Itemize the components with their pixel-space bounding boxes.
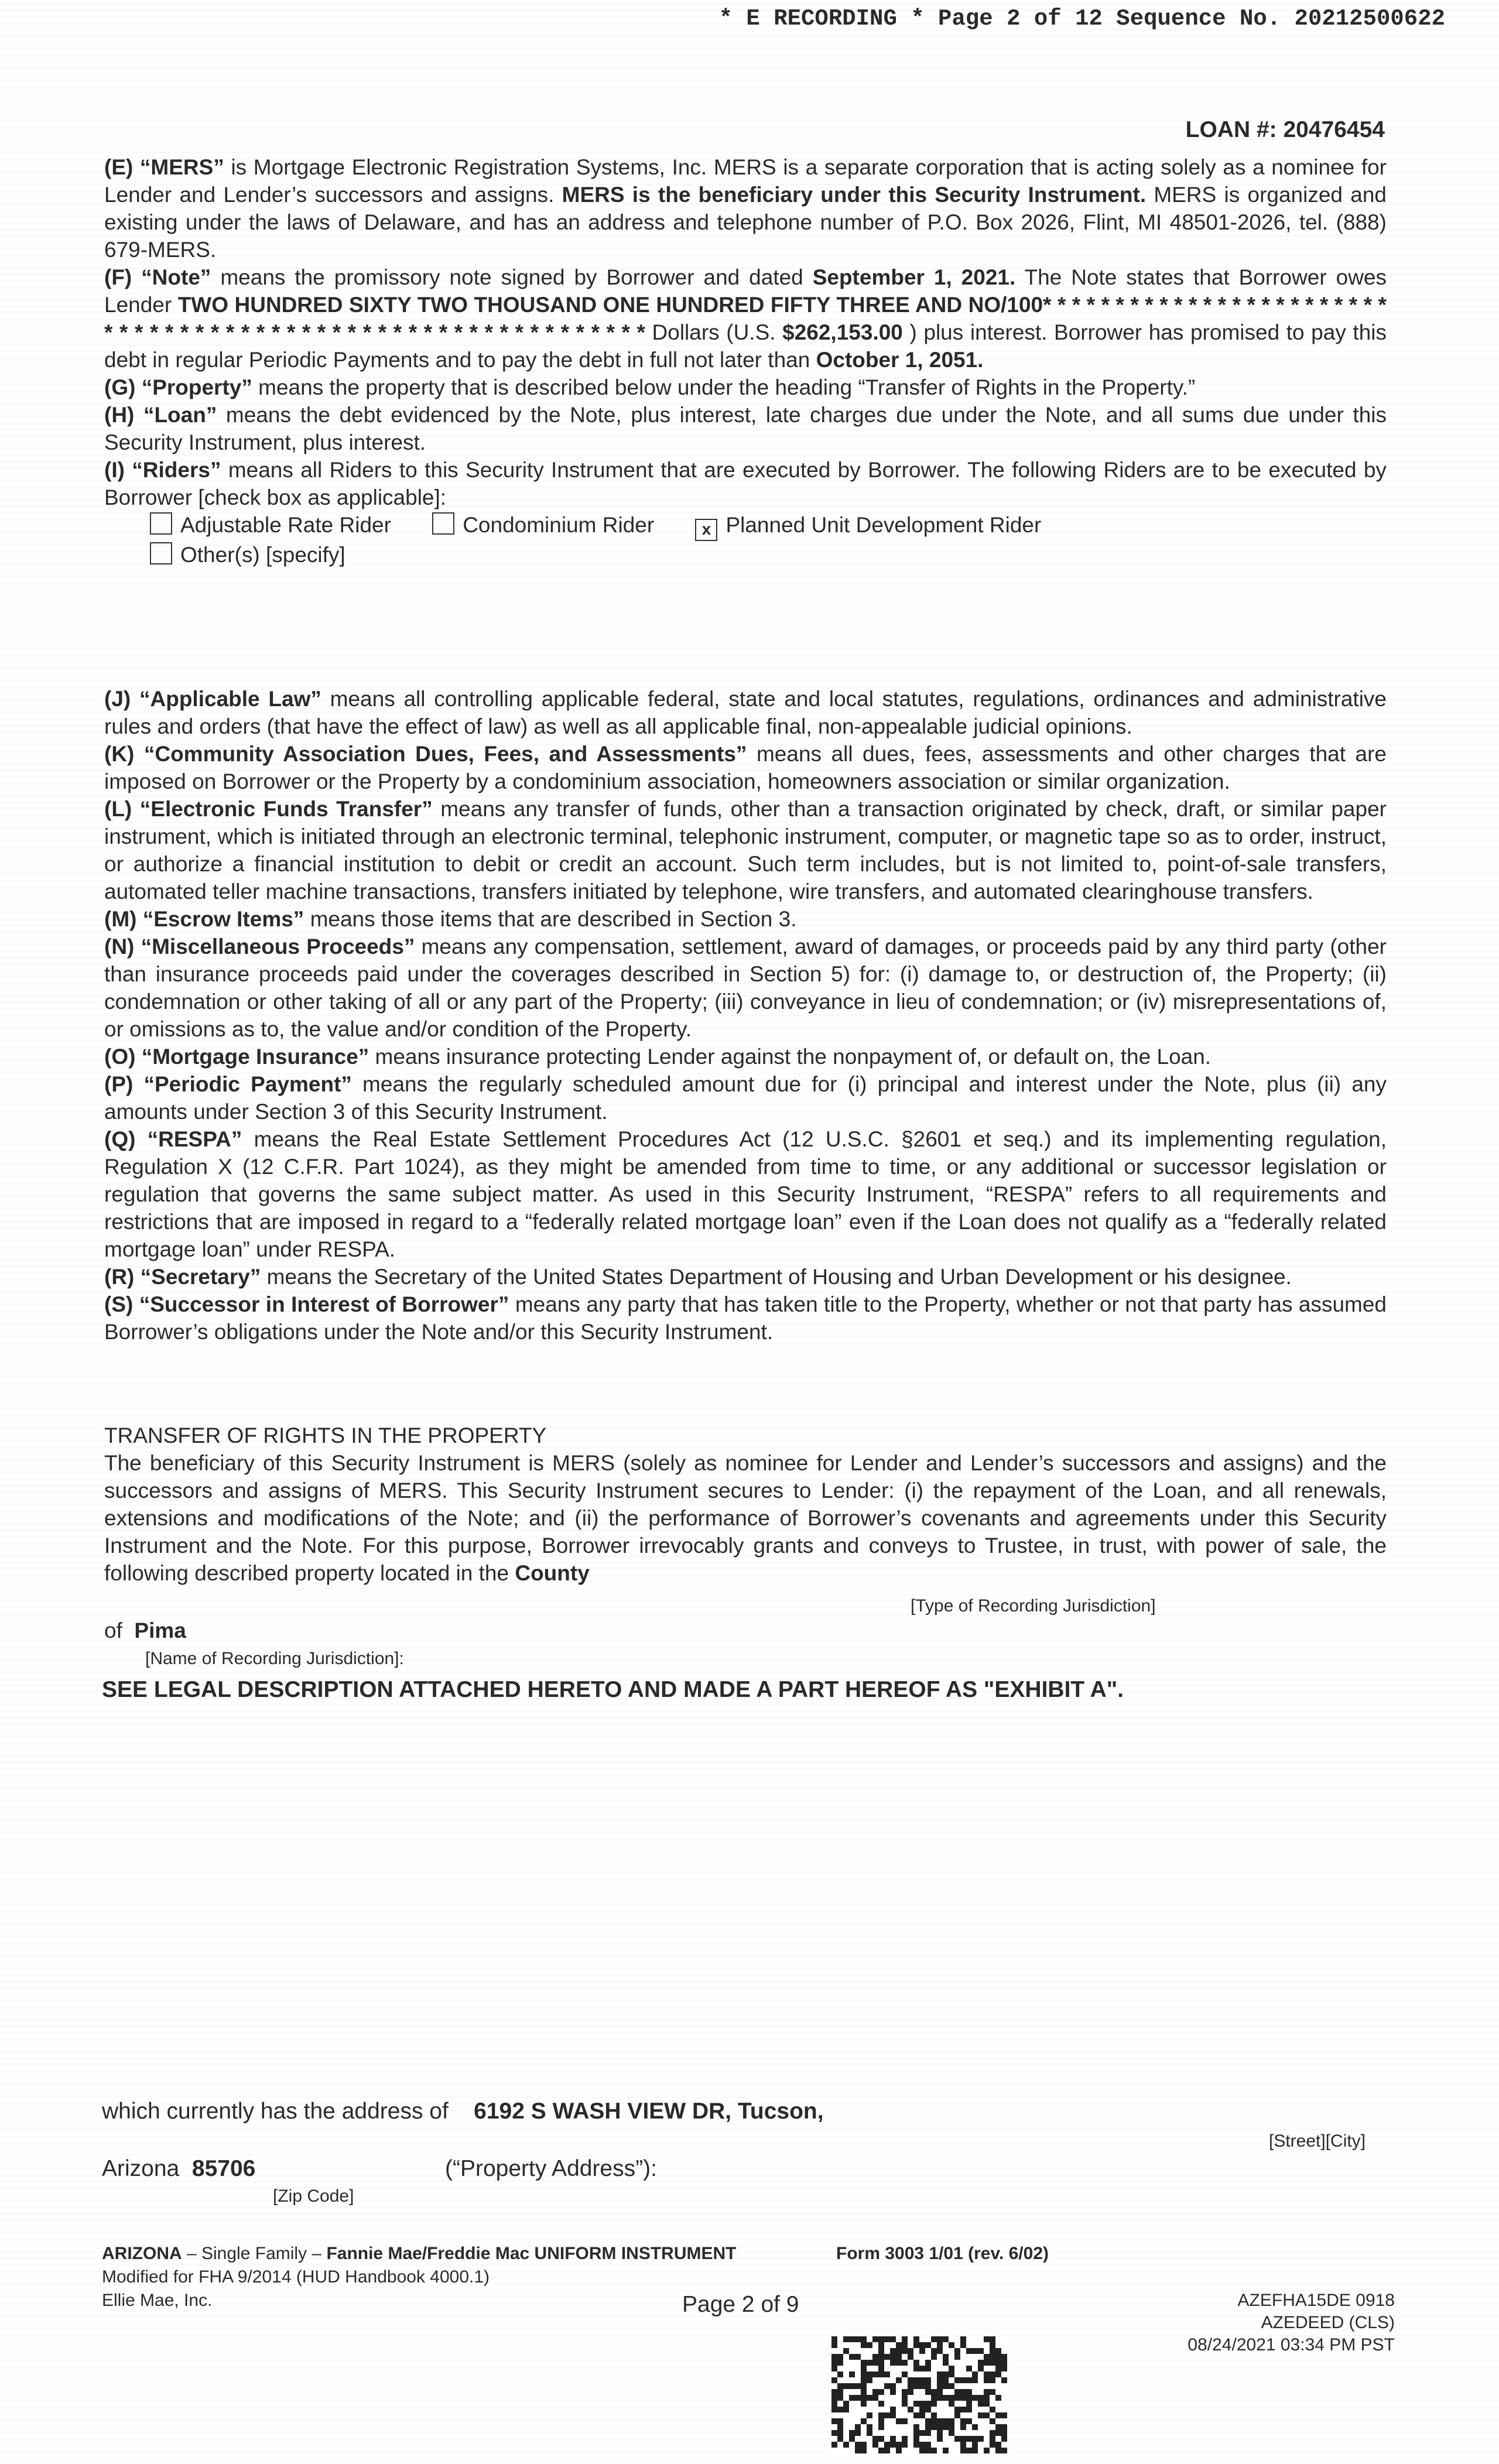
footer-vendor: Ellie Mae, Inc.: [102, 2291, 213, 2310]
zip-code-caption: [Zip Code]: [273, 2186, 354, 2206]
page-number: Page 2 of 9: [682, 2292, 799, 2317]
street-city-caption: [Street][City]: [1269, 2131, 1366, 2151]
barcode-image: [831, 2336, 1007, 2453]
section-k: (K) “Community Association Dues, Fees, and Assessments” means all dues, fees, assessments and other charges that are imposed on Borrower or the Property by a condominium association, homeowners association or similar organization.: [104, 742, 1387, 793]
loan-number: LOAN #: 20476454: [1185, 117, 1385, 142]
state-zip-line: Arizona 85706: [102, 2156, 256, 2181]
rider-checkboxes: [150, 511, 1387, 569]
checkbox-condominium[interactable]: [432, 512, 454, 535]
section-l: (L) “Electronic Funds Transfer” means any transfer of funds, other than a transaction originated by check, draft, or similar paper instrument, which is initiated through an electronic terminal, telephonic instrument, computer, or magnetic tape so as to order, instruct, or authorize a financial institution to debit or credit an account. Such term includes, but is not limited to, point-of-sale transfers, automated teller machine transactions, transfers initiated by telephone, wire transfers, and automated clearinghouse transfers.: [104, 797, 1387, 904]
rider-pud-label: Planned Unit Development Rider: [725, 513, 1042, 537]
rider-adjustable-label: Adjustable Rate Rider: [180, 513, 391, 537]
footer-code-1: AZEFHA15DE 0918: [1237, 2291, 1395, 2310]
rider-condo-label: Condominium Rider: [463, 513, 655, 537]
transfer-text: The beneficiary of this Security Instrument is MERS (solely as nominee for Lender and Lender’s successors and assigns) and the successors and assigns of MERS. This Security Instrument secures to Lender: (i) the repayment of the Loan, and all renewals, extensions and modifications of the Note; and (ii) the performance of Borrower’s covenants and agreements under this Security Instrument and the Note. For this purpose, Borrower irrevocably grants and conveys to Trustee, in trust, with power of sale, the following described property located in the County: [104, 1451, 1387, 1585]
footer-form-number: Form 3003 1/01 (rev. 6/02): [836, 2244, 1049, 2263]
section-m: (M) “Escrow Items” means those items that are described in Section 3.: [104, 907, 797, 931]
checkbox-pud-checked[interactable]: x: [695, 519, 717, 541]
section-o: (O) “Mortgage Insurance” means insurance protecting Lender against the nonpayment of, or default on, the Loan.: [104, 1045, 1211, 1069]
checkbox-adjustable-rate[interactable]: [150, 512, 172, 535]
section-g: (G) “Property” means the property that is described below under the heading “Transfer of Rights in the Property.”: [104, 375, 1196, 399]
definitions-e-to-i: [104, 153, 1387, 569]
jurisdiction-name-line: of Pima: [104, 1618, 186, 1642]
footer-timestamp: 08/24/2021 03:34 PM PST: [1187, 2335, 1395, 2355]
footer-form-line: ARIZONA – Single Family – Fannie Mae/Freddie Mac UNIFORM INSTRUMENT: [102, 2244, 737, 2263]
address-line: which currently has the address of 6192 S WASH VIEW DR, Tucson,: [102, 2099, 824, 2124]
definitions-j-to-s: [104, 685, 1387, 1346]
section-p: (P) “Periodic Payment” means the regularly scheduled amount due for (i) principal and interest under the Note, plus (ii) any amounts under Section 3 of this Security Instrument.: [104, 1072, 1387, 1124]
footer-code-2: AZEDEED (CLS): [1261, 2313, 1395, 2332]
property-address-label: (“Property Address”):: [445, 2156, 657, 2181]
section-q: (Q) “RESPA” means the Real Estate Settlement Procedures Act (12 U.S.C. §2601 et seq.) and its implementing regulation, Regulation X (12 C.F.R. Part 1024), as they might be amended from time to time, or any additional or successor legislation or regulation that governs the same subject matter. As used in this Security Instrument, “RESPA” refers to all requirements and restrictions that are imposed in regard to a “federally related mortgage loan” even if the Loan does not qualify as a “federally related mortgage loan” under RESPA.: [104, 1127, 1387, 1261]
section-r: (R) “Secretary” means the Secretary of the United States Department of Housing and Urban Development or his designee.: [104, 1265, 1292, 1289]
rider-other-label: Other(s) [specify]: [180, 543, 345, 567]
section-e: (E) “MERS” is Mortgage Electronic Registration Systems, Inc. MERS is a separate corporation that is acting solely as a nominee for Lender and Lender’s successors and assigns. MERS is the beneficiary under this Security Instrument. MERS is organized and existing under the laws of Delaware, and has an address and telephone number of P.O. Box 2026, Flint, MI 48501-2026, tel. (888) 679-MERS.: [104, 155, 1387, 262]
jurisdiction-type-caption: [Type of Recording Jurisdiction]: [911, 1596, 1156, 1616]
section-i: (I) “Riders” means all Riders to this Security Instrument that are executed by Borrower. The following Riders are to be executed by Borrower [check box as applicable]:: [104, 458, 1387, 509]
footer-fha-line: Modified for FHA 9/2014 (HUD Handbook 4000.1): [102, 2267, 490, 2287]
section-f: (F) “Note” means the promissory note signed by Borrower and dated September 1, 2021. The Note states that Borrower owes Lender TWO HUNDRED SIXTY TWO THOUSAND ONE HUNDRED FIFTY THREE AND NO/100* * * * * * * * * * * * * * * * * * * * * * * * * * * * * * * * * * * * * * * * * * * * * * * * * * * * * * * * * * * * Dollars (U.S. $262,153.00 ) plus interest. Borrower has promised to pay this debt in regular Periodic Payments and to pay the debt in full not later than October 1, 2051.: [104, 265, 1387, 372]
jurisdiction-name-caption: [Name of Recording Jurisdiction]:: [145, 1649, 404, 1668]
section-s: (S) “Successor in Interest of Borrower” means any party that has taken title to the Property, whether or not that party has assumed Borrower’s obligations under the Note and/or this Security Instrument.: [104, 1292, 1387, 1344]
transfer-heading: TRANSFER OF RIGHTS IN THE PROPERTY: [104, 1423, 547, 1447]
transfer-section: [104, 1422, 1387, 1587]
legal-description: SEE LEGAL DESCRIPTION ATTACHED HERETO AND MADE A PART HEREOF AS "EXHIBIT A".: [102, 1677, 1124, 1702]
section-h: (H) “Loan” means the debt evidenced by the Note, plus interest, late charges due under the Note, and all sums due under this Security Instrument, plus interest.: [104, 403, 1387, 454]
section-j: (J) “Applicable Law” means all controlling applicable federal, state and local statutes, regulations, ordinances and administrative rules and orders (that have the effect of law) as well as all applicable final, non-appealable judicial opinions.: [104, 687, 1387, 738]
section-n: (N) “Miscellaneous Proceeds” means any compensation, settlement, award of damages, or proceeds paid by any third party (other than insurance proceeds paid under the coverages described in Section 5) for: (i) damage to, or destruction of, the Property; (ii) condemnation or other taking of all or any part of the Property; (iii) conveyance in lieu of condemnation; or (iv) misrepresentations of, or omissions as to, the value and/or condition of the Property.: [104, 935, 1387, 1041]
checkbox-other[interactable]: [150, 542, 172, 564]
recording-stamp: * E RECORDING * Page 2 of 12 Sequence No. 20212500622: [718, 6, 1445, 32]
